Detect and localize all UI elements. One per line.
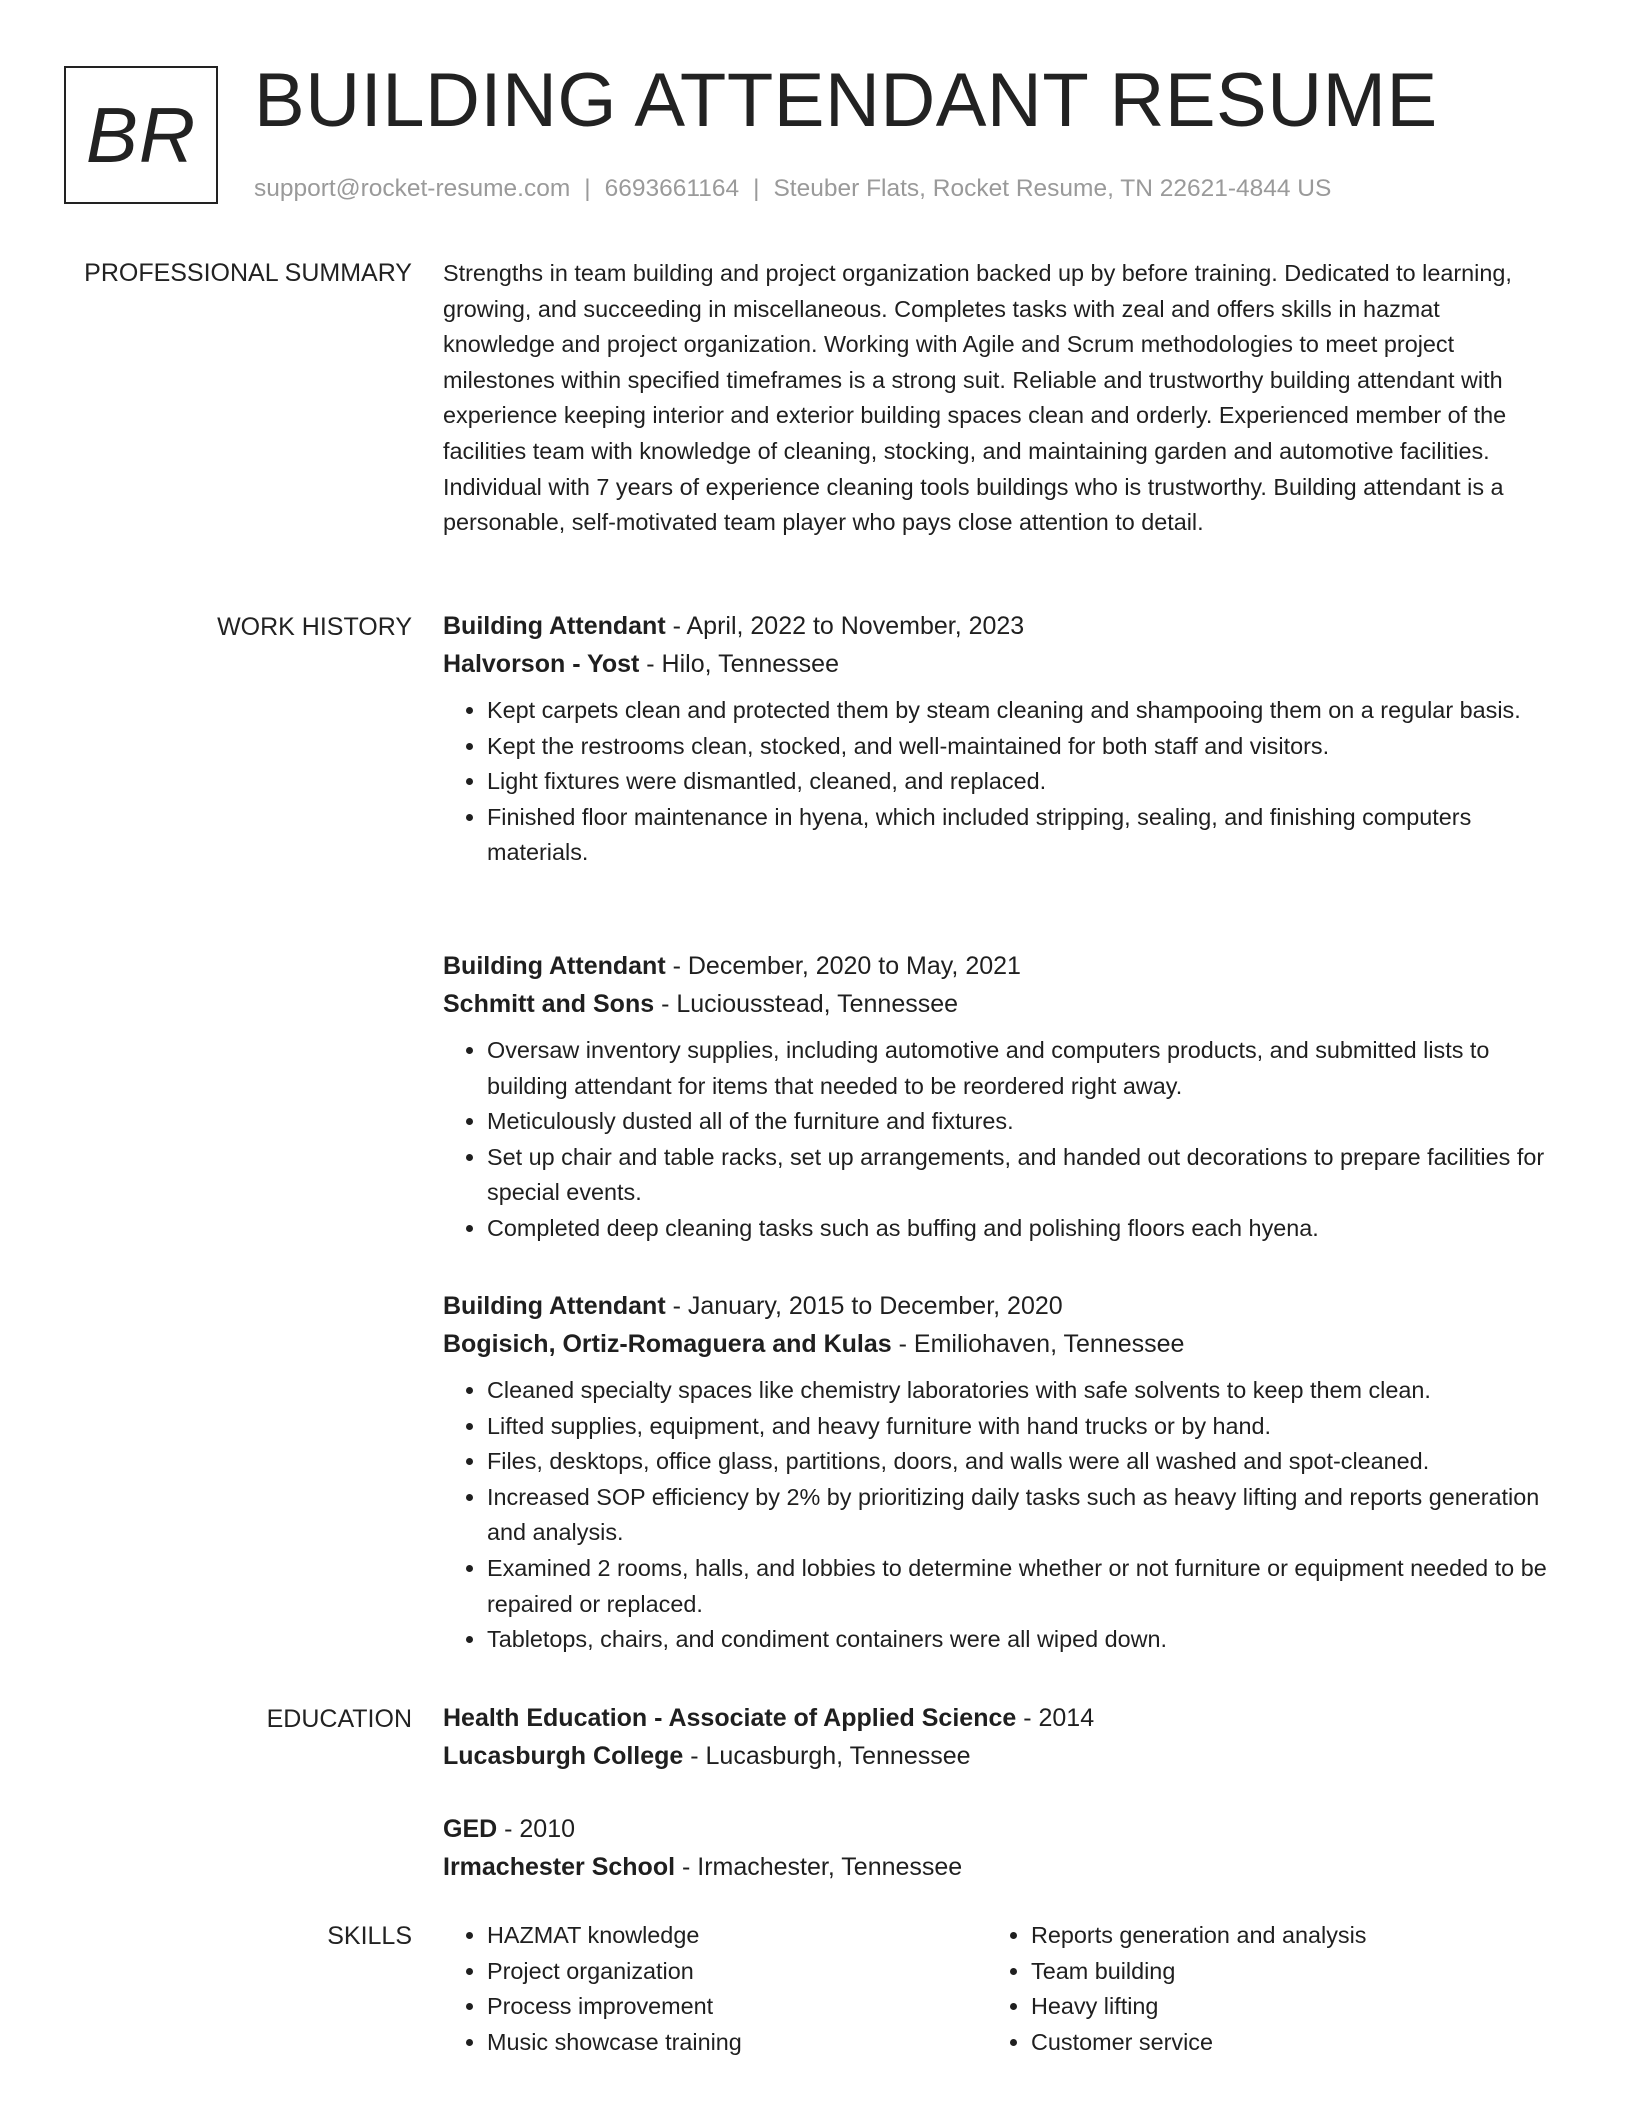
skills-list	[443, 1918, 1553, 2060]
education-entry	[443, 1699, 1553, 1775]
job-company: Halvorson - Yost	[443, 650, 640, 678]
list-item: • Finished floor maintenance in hyena, which included stripping, sealing, and finishing computers materials.	[487, 800, 1553, 871]
job-title-line	[443, 1287, 1553, 1325]
list-item: • Completed deep cleaning tasks such as buffing and polishing floors each hyena.	[487, 1211, 1553, 1247]
skill-item: • HAZMAT knowledge	[487, 1918, 987, 1954]
list-item: • Light fixtures were dismantled, cleaned, and replaced.	[487, 764, 1553, 800]
skills-column-2	[987, 1918, 1531, 2060]
job-title-line	[443, 607, 1553, 645]
contact-phone[interactable]: 6693661164	[604, 175, 740, 202]
job-entry	[443, 947, 1553, 1247]
job-location: - Luciousstead, Tennessee	[654, 990, 959, 1018]
list-item: • Oversaw inventory supplies, including automotive and computers products, and submitted lists to building attendant for items that needed to be reordered right away.	[487, 1033, 1553, 1104]
skill-item: • Reports generation and analysis	[1031, 1918, 1531, 1954]
job-company: Schmitt and Sons	[443, 990, 655, 1018]
summary-text: Strengths in team building and project organization backed up by before training. Dedicated to learning, growing, and succeeding in miscellaneous. Completes tasks with zeal and offers skills in hazmat knowledge and project organization. Working with Agile and Scrum methodologies to meet project milestones within specified timeframes is a strong suit. Reliable and trustworthy building attendant with experience keeping interior and exterior building spaces clean and orderly. Experienced member of the facilities team with knowledge of cleaning, stocking, and maintaining garden and automotive facilities. Individual with 7 years of experience cleaning tools buildings who is trustworthy. Building attendant is a personable, self-motivated team player who pays close attention to detail.	[443, 260, 1512, 536]
list-item: • Kept carpets clean and protected them by steam cleaning and shampooing them on a regular basis.	[487, 693, 1553, 729]
list-item: • Examined 2 rooms, halls, and lobbies to determine whether or not furniture or equipment needed to be repaired or replaced.	[487, 1551, 1553, 1622]
list-item: • Tabletops, chairs, and condiment containers were all wiped down.	[487, 1622, 1553, 1658]
skill-item: • Music showcase training	[487, 2025, 987, 2061]
contact-address: Steuber Flats, Rocket Resume, TN 22621-4844 US	[773, 175, 1332, 202]
school-location: - Irmachester, Tennessee	[675, 1853, 963, 1881]
initials-monogram: BR	[64, 66, 218, 204]
job-company-line	[443, 645, 1553, 683]
job-title-line	[443, 947, 1553, 985]
school: Irmachester School	[443, 1853, 676, 1881]
skill-item: • Process improvement	[487, 1989, 987, 2025]
job-dates: - January, 2015 to December, 2020	[665, 1292, 1063, 1320]
job-duties-list	[443, 1373, 1553, 1658]
degree: Health Education - Associate of Applied Science	[443, 1704, 1017, 1732]
section-label-skills: SKILLS	[327, 1922, 412, 1950]
summary-section	[443, 256, 1553, 541]
list-item: • Kept the restrooms clean, stocked, and well-maintained for both staff and visitors.	[487, 729, 1553, 765]
contact-email[interactable]: support@rocket-resume.com	[254, 175, 571, 202]
job-entry	[443, 1287, 1553, 1658]
degree-year: - 2014	[1016, 1704, 1095, 1732]
separator: |	[753, 175, 760, 202]
skill-item: • Project organization	[487, 1954, 987, 1990]
job-duties-list	[443, 693, 1553, 871]
job-entry	[443, 607, 1553, 871]
skills-column-1	[443, 1918, 987, 2060]
contact-line	[254, 174, 1331, 204]
school-line	[443, 1737, 1553, 1775]
job-location: - Emiliohaven, Tennessee	[891, 1330, 1185, 1358]
school-location: - Lucasburgh, Tennessee	[683, 1742, 971, 1770]
skill-item: • Customer service	[1031, 2025, 1531, 2061]
section-label-work: WORK HISTORY	[217, 613, 412, 641]
list-item: • Increased SOP efficiency by 2% by prioritizing daily tasks such as heavy lifting and reports generation and analysis.	[487, 1480, 1553, 1551]
job-company: Bogisich, Ortiz-Romaguera and Kulas	[443, 1330, 892, 1358]
section-label-summary: PROFESSIONAL SUMMARY	[84, 259, 412, 287]
skill-item: • Team building	[1031, 1954, 1531, 1990]
education-entry	[443, 1810, 1553, 1886]
job-title: Building Attendant	[443, 1292, 666, 1320]
school-line	[443, 1848, 1553, 1886]
list-item: • Lifted supplies, equipment, and heavy furniture with hand trucks or by hand.	[487, 1409, 1553, 1445]
degree-line	[443, 1810, 1553, 1848]
job-title: Building Attendant	[443, 612, 666, 640]
job-location: - Hilo, Tennessee	[639, 650, 839, 678]
job-duties-list	[443, 1033, 1553, 1247]
job-dates: - April, 2022 to November, 2023	[665, 612, 1025, 640]
list-item: • Files, desktops, office glass, partitions, doors, and walls were all washed and spot-cleaned.	[487, 1444, 1553, 1480]
degree-year: - 2010	[497, 1815, 576, 1843]
school: Lucasburgh College	[443, 1742, 684, 1770]
skill-item: • Heavy lifting	[1031, 1989, 1531, 2025]
list-item: • Set up chair and table racks, set up arrangements, and handed out decorations to prepare facilities for special events.	[487, 1140, 1553, 1211]
degree-line	[443, 1699, 1553, 1737]
job-company-line	[443, 985, 1553, 1023]
job-company-line	[443, 1325, 1553, 1363]
list-item: • Cleaned specialty spaces like chemistry laboratories with safe solvents to keep them clean.	[487, 1373, 1553, 1409]
separator: |	[584, 175, 591, 202]
job-title: Building Attendant	[443, 952, 666, 980]
degree: GED	[443, 1815, 498, 1843]
section-label-education: EDUCATION	[266, 1705, 412, 1733]
resume-title: BUILDING ATTENDANT RESUME	[254, 58, 1438, 143]
list-item: • Meticulously dusted all of the furniture and fixtures.	[487, 1104, 1553, 1140]
job-dates: - December, 2020 to May, 2021	[665, 952, 1021, 980]
